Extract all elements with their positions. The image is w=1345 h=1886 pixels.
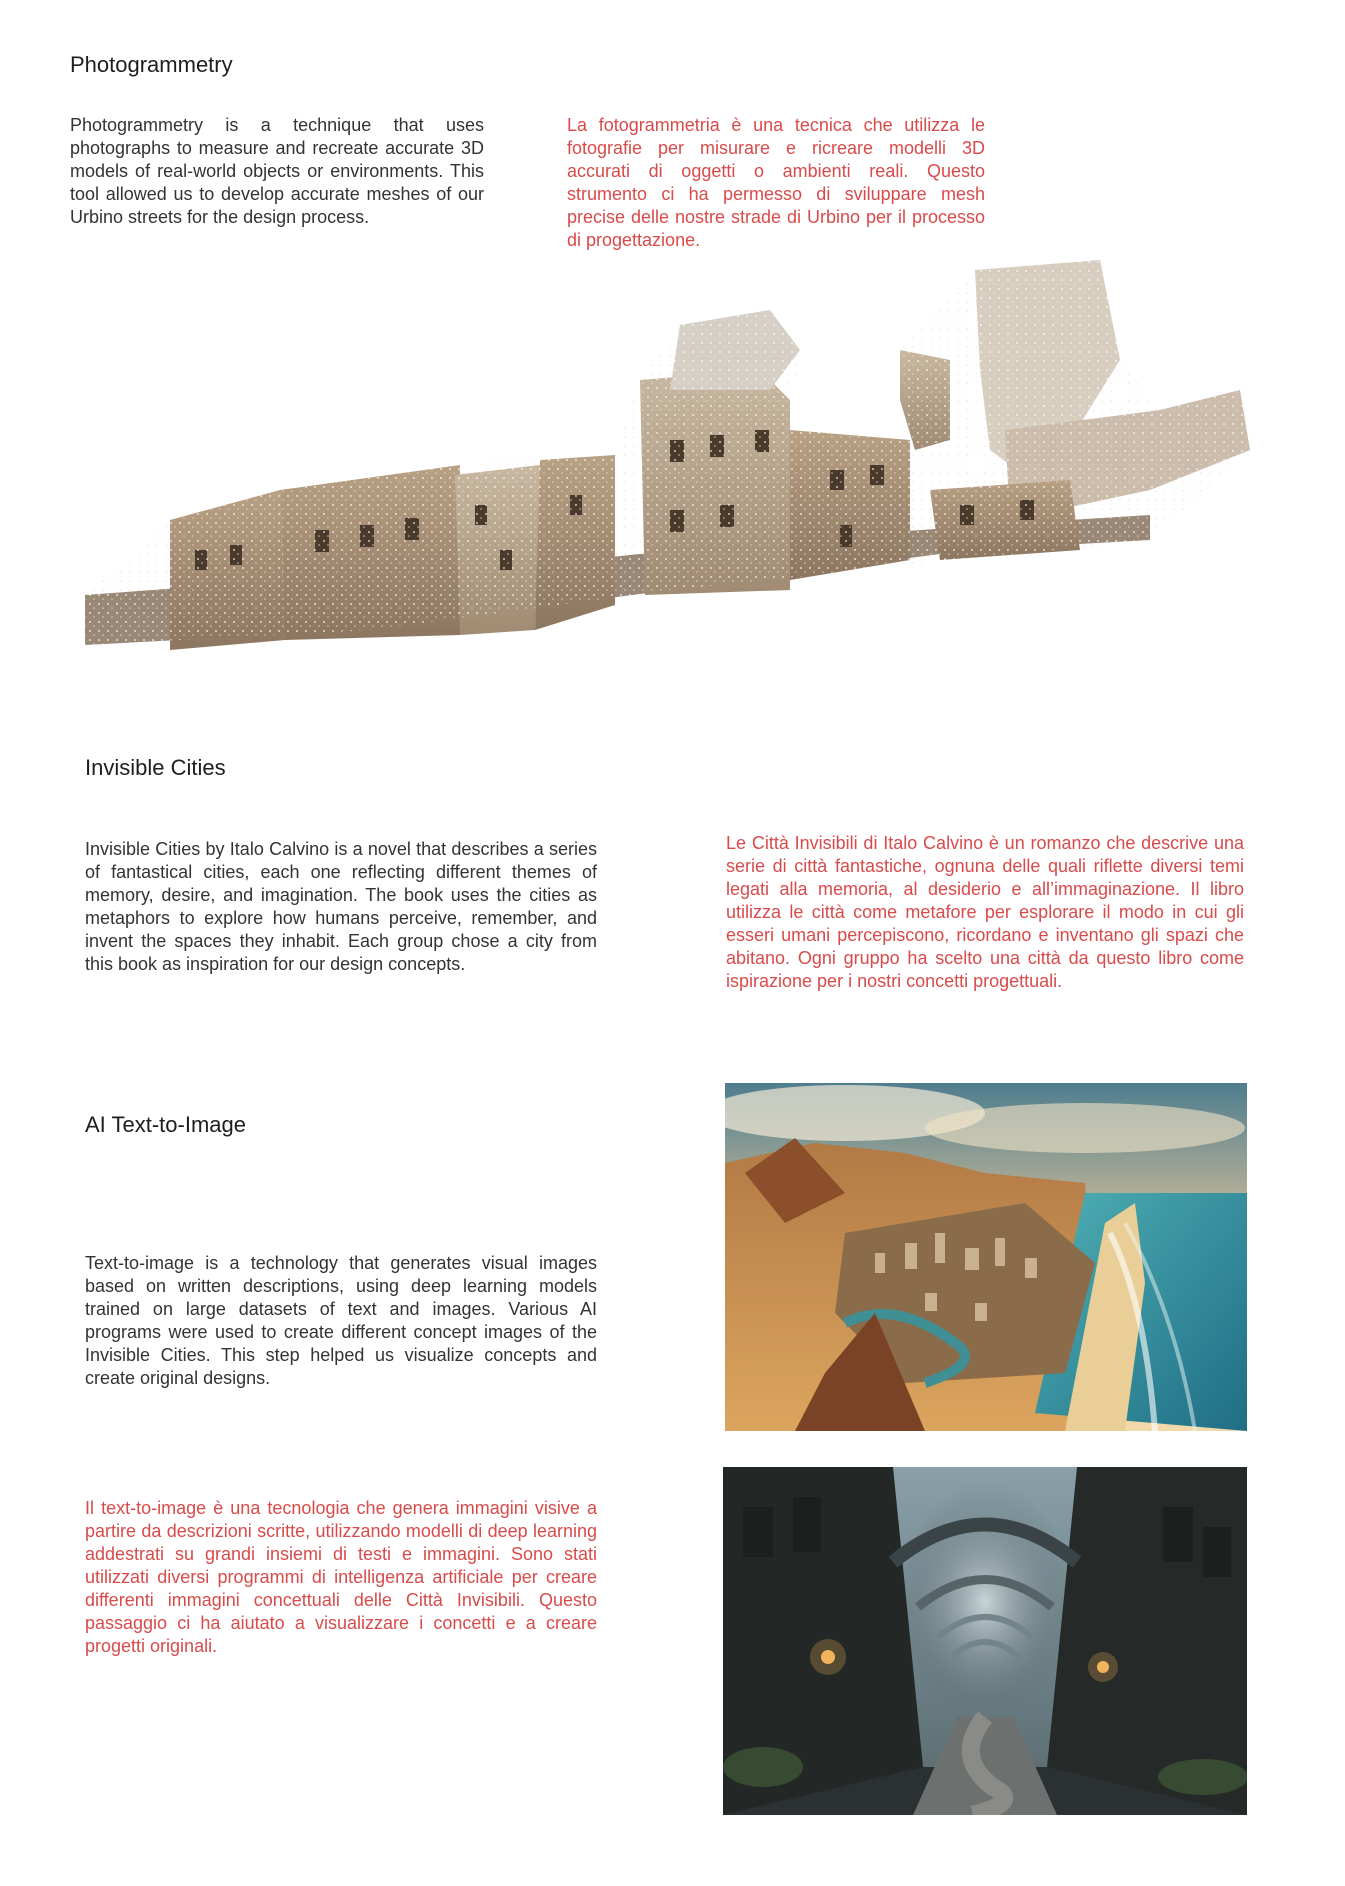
ai-text-to-image-text-en: Text-to-image is a technology that generates visual images based on written descriptions, using deep learning models trained on large datasets of text and images. Various AI programs were used to create different concept images of the Invisible Cities. This step helped us visualize concepts and create original designs. — [85, 1253, 597, 1388]
section-title-photogrammetry: Photogrammetry — [70, 52, 233, 77]
photogrammetry-text-en: Photogrammetry is a technique that uses photographs to measure and recreate accurate 3D models of real-world objects or environments. This tool allowed us to develop accurate meshes of our Urbino streets for the design process. — [70, 115, 484, 227]
section-title-ai-text-to-image: AI Text-to-Image — [85, 1112, 246, 1137]
photogrammetry-text-it: La fotogrammetria è una tecnica che utilizza le fotografie per misurare e ricreare modelli 3D accurati di oggetti o ambienti reali. Questo strumento ci ha permesso di sviluppare mesh precise delle nostre strade di Urbino per il processo di progettazione. — [567, 115, 985, 250]
ai-generated-arched-corridor-image — [723, 1467, 1247, 1815]
section-title-invisible-cities: Invisible Cities — [85, 755, 226, 780]
invisible-cities-text-it: Le Città Invisibili di Italo Calvino è un romanzo che descrive una serie di città fantastiche, ognuna delle quali riflette diversi temi legati alla memoria, al desiderio e all’immaginazione. Il libro utilizza le città come metafore per esplorare il modo in cui gli esseri umani percepiscono, ricordano e inventano gli spazi che abitano. Ogni gruppo ha scelto una città da questo libro come ispirazione per i nostri concetti progettuali. — [726, 833, 1244, 991]
ai-text-to-image-text-it: Il text-to-image è una tecnologia che genera immagini visive a partire da descrizioni scritte, utilizzando modelli di deep learning addestrati su grandi insiemi di testi e immagini. Sono stati utilizzati diversi programmi di intelligenza artificiale per creare differenti immagini concettuali delle Città Invisibili. Questo passaggio ci ha aiutato a visualizzare i concetti e a creare progetti originali. — [85, 1498, 597, 1656]
photogrammetry-pointcloud-image — [70, 250, 1250, 690]
invisible-cities-text-en: Invisible Cities by Italo Calvino is a novel that describes a series of fantastical cities, each one reflecting different themes of memory, desire, and imagination. The book uses the cities as metaphors to explore how humans perceive, remember, and invent the spaces they inhabit. Each group chose a city from this book as inspiration for our design concepts. — [85, 839, 597, 974]
ai-generated-coastal-city-image — [725, 1083, 1247, 1431]
